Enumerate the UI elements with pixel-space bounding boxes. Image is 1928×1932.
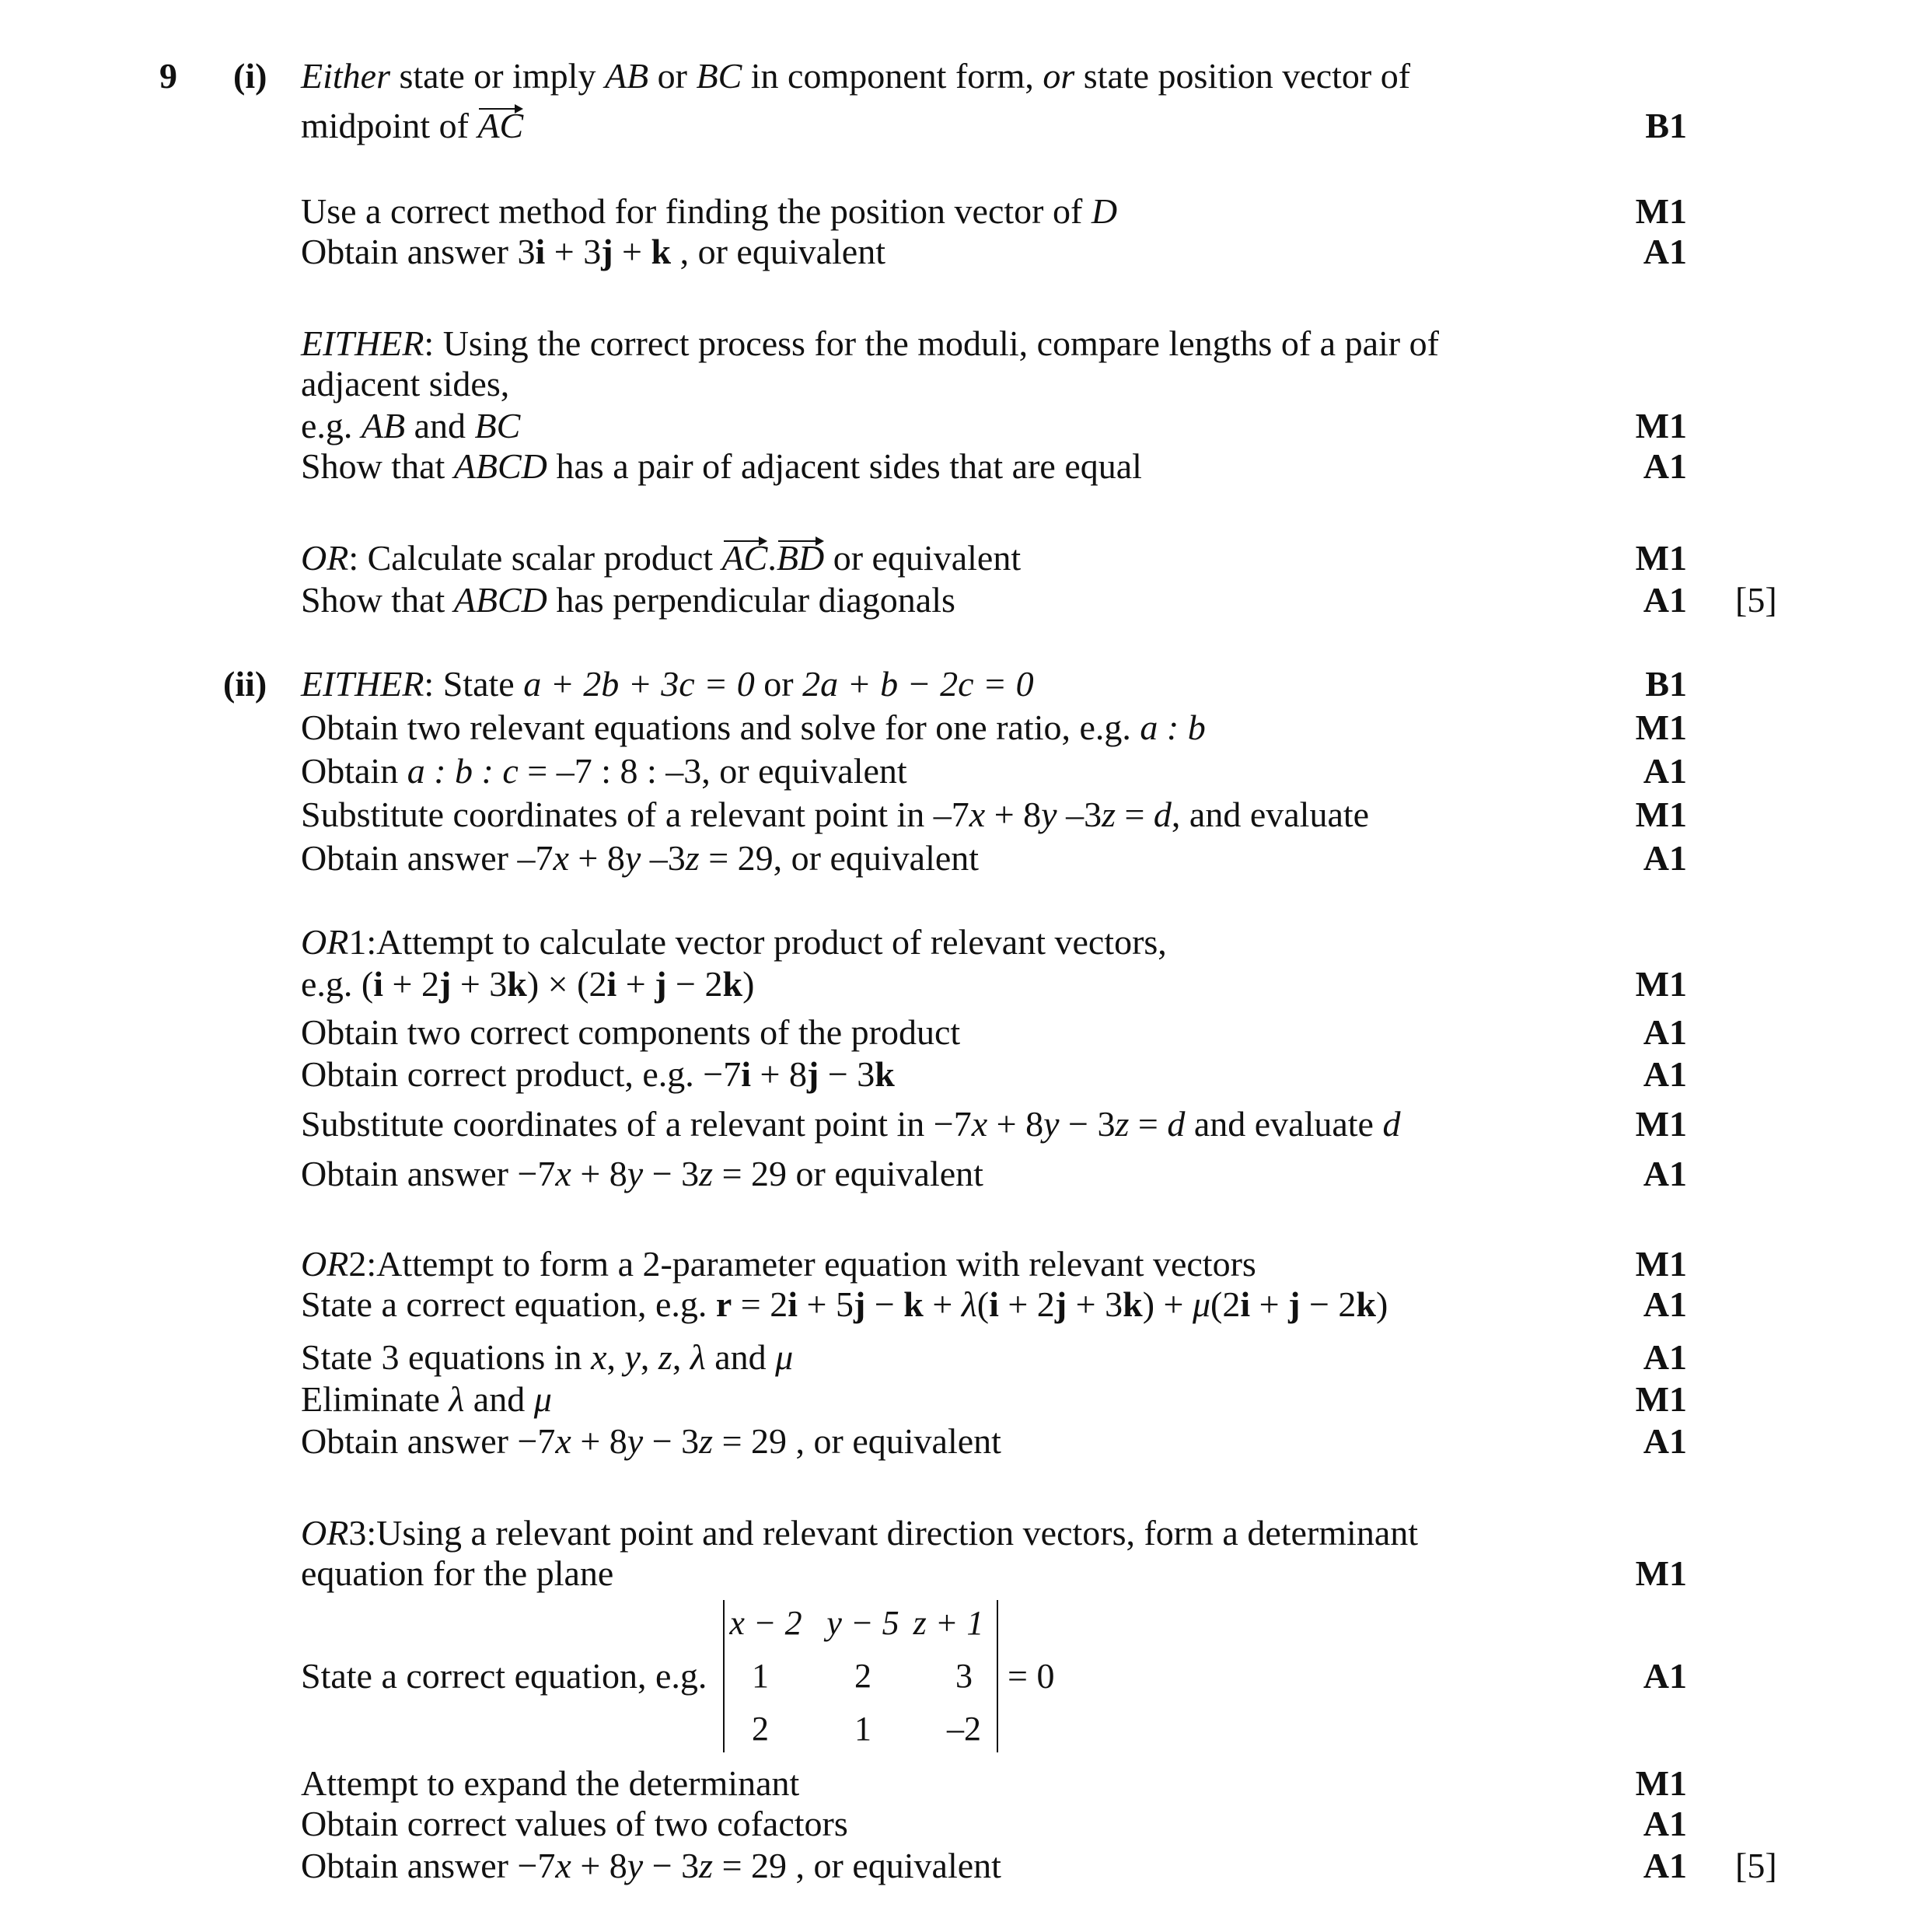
part-i-line-1: Either state or imply AB or BC in component form, or state position vector of bbox=[301, 56, 1411, 96]
part-label-ii: (ii) bbox=[223, 664, 267, 704]
total-part-i: [5] bbox=[1735, 580, 1777, 620]
or2-line-2: State a correct equation, e.g. r = 2i + 5j − k + λ(i + 2j + 3k) + μ(2i + j − 2k) bbox=[301, 1284, 1388, 1324]
or3-line-2: equation for the plane bbox=[301, 1553, 614, 1593]
part-ii-line-2: Obtain two relevant equations and solve for one ratio, e.g. a : b bbox=[301, 707, 1206, 747]
mark: A1 bbox=[1643, 751, 1687, 791]
det-cell: 2 bbox=[752, 1710, 769, 1748]
det-cell: z + 1 bbox=[913, 1604, 984, 1642]
part-i-line-4: Obtain answer 3i + 3j + k , or equivalent bbox=[301, 232, 886, 271]
mark: M1 bbox=[1635, 707, 1687, 747]
mark: A1 bbox=[1643, 1054, 1687, 1094]
mark: A1 bbox=[1643, 1421, 1687, 1461]
mark: A1 bbox=[1643, 1656, 1687, 1696]
or1-line-5: Substitute coordinates of a relevant point in −7x + 8y − 3z = d and evaluate d bbox=[301, 1104, 1401, 1144]
mark: M1 bbox=[1635, 191, 1687, 231]
det-cell: 2 bbox=[854, 1657, 871, 1695]
or2-line-1: OR2:Attempt to form a 2-parameter equation with relevant vectors bbox=[301, 1244, 1256, 1284]
part-ii-line-1: EITHER: State a + 2b + 3c = 0 or 2a + b − 2c = 0 bbox=[301, 664, 1034, 704]
mark: M1 bbox=[1635, 406, 1687, 445]
determinant-equals-zero: = 0 bbox=[1008, 1656, 1055, 1696]
mark: A1 bbox=[1643, 446, 1687, 486]
part-i-line-8: Show that ABCD has a pair of adjacent sides that are equal bbox=[301, 446, 1142, 486]
or3-line-5: Obtain correct values of two cofactors bbox=[301, 1804, 848, 1843]
or1-line-3: Obtain two correct components of the product bbox=[301, 1012, 961, 1052]
or1-line-6: Obtain answer −7x + 8y − 3z = 29 or equivalent bbox=[301, 1154, 983, 1193]
mark: A1 bbox=[1643, 838, 1687, 878]
mark: M1 bbox=[1635, 1104, 1687, 1144]
mark: A1 bbox=[1643, 232, 1687, 271]
part-i-line-6: adjacent sides, bbox=[301, 364, 510, 404]
mark: A1 bbox=[1643, 1804, 1687, 1843]
or2-line-3: State 3 equations in x, y, z, λ and μ bbox=[301, 1337, 794, 1377]
part-ii-line-5: Obtain answer –7x + 8y –3z = 29, or equivalent bbox=[301, 838, 980, 878]
or1-line-4: Obtain correct product, e.g. −7i + 8j − 3k bbox=[301, 1054, 895, 1094]
mark: M1 bbox=[1635, 964, 1687, 1004]
mark: A1 bbox=[1643, 1284, 1687, 1324]
mark: M1 bbox=[1635, 1379, 1687, 1419]
mark: M1 bbox=[1635, 1553, 1687, 1593]
mark: A1 bbox=[1643, 1337, 1687, 1377]
or2-line-4: Eliminate λ and μ bbox=[301, 1379, 552, 1419]
mark: A1 bbox=[1643, 1012, 1687, 1052]
det-cell: 1 bbox=[752, 1657, 769, 1695]
part-ii-line-3: Obtain a : b : c = –7 : 8 : –3, or equivalent bbox=[301, 751, 907, 791]
mark: B1 bbox=[1645, 106, 1687, 145]
part-i-line-10: Show that ABCD has perpendicular diagonals bbox=[301, 580, 955, 620]
mark: A1 bbox=[1643, 1154, 1687, 1193]
det-cell: x − 2 bbox=[729, 1604, 802, 1642]
det-cell: –2 bbox=[947, 1710, 981, 1748]
part-ii-line-4: Substitute coordinates of a relevant point in –7x + 8y –3z = d, and evaluate bbox=[301, 795, 1370, 834]
mark: M1 bbox=[1635, 795, 1687, 834]
mark: A1 bbox=[1643, 580, 1687, 620]
or2-line-5: Obtain answer −7x + 8y − 3z = 29 , or equivalent bbox=[301, 1421, 1001, 1461]
mark: B1 bbox=[1645, 664, 1687, 704]
mark: M1 bbox=[1635, 538, 1687, 578]
question-number: 9 bbox=[159, 56, 177, 96]
det-cell: 3 bbox=[955, 1657, 973, 1695]
or3-line-1: OR3:Using a relevant point and relevant direction vectors, form a determinant bbox=[301, 1513, 1419, 1553]
mark: M1 bbox=[1635, 1763, 1687, 1803]
part-i-line-2: midpoint of AC bbox=[301, 106, 524, 145]
part-label-i: (i) bbox=[233, 56, 267, 96]
part-i-line-9: OR: Calculate scalar product AC.BD or equivalent bbox=[301, 538, 1022, 578]
total-part-ii: [5] bbox=[1735, 1846, 1777, 1885]
det-cell: 1 bbox=[854, 1710, 871, 1748]
mark: M1 bbox=[1635, 1244, 1687, 1284]
part-i-line-7: e.g. AB and BC bbox=[301, 406, 521, 445]
det-cell: y − 5 bbox=[826, 1604, 899, 1642]
or3-line-3: State a correct equation, e.g. bbox=[301, 1656, 707, 1696]
or3-line-4: Attempt to expand the determinant bbox=[301, 1763, 800, 1803]
part-i-line-5: EITHER: Using the correct process for the moduli, compare lengths of a pair of bbox=[301, 323, 1439, 363]
or1-line-1: OR1:Attempt to calculate vector product of relevant vectors, bbox=[301, 922, 1167, 962]
mark: A1 bbox=[1643, 1846, 1687, 1885]
vector-ac: AC bbox=[477, 106, 524, 145]
or3-line-6: Obtain answer −7x + 8y − 3z = 29 , or equivalent bbox=[301, 1846, 1001, 1885]
or1-line-2: e.g. (i + 2j + 3k) × (2i + j − 2k) bbox=[301, 964, 755, 1004]
part-i-line-3: Use a correct method for finding the position vector of D bbox=[301, 191, 1118, 231]
